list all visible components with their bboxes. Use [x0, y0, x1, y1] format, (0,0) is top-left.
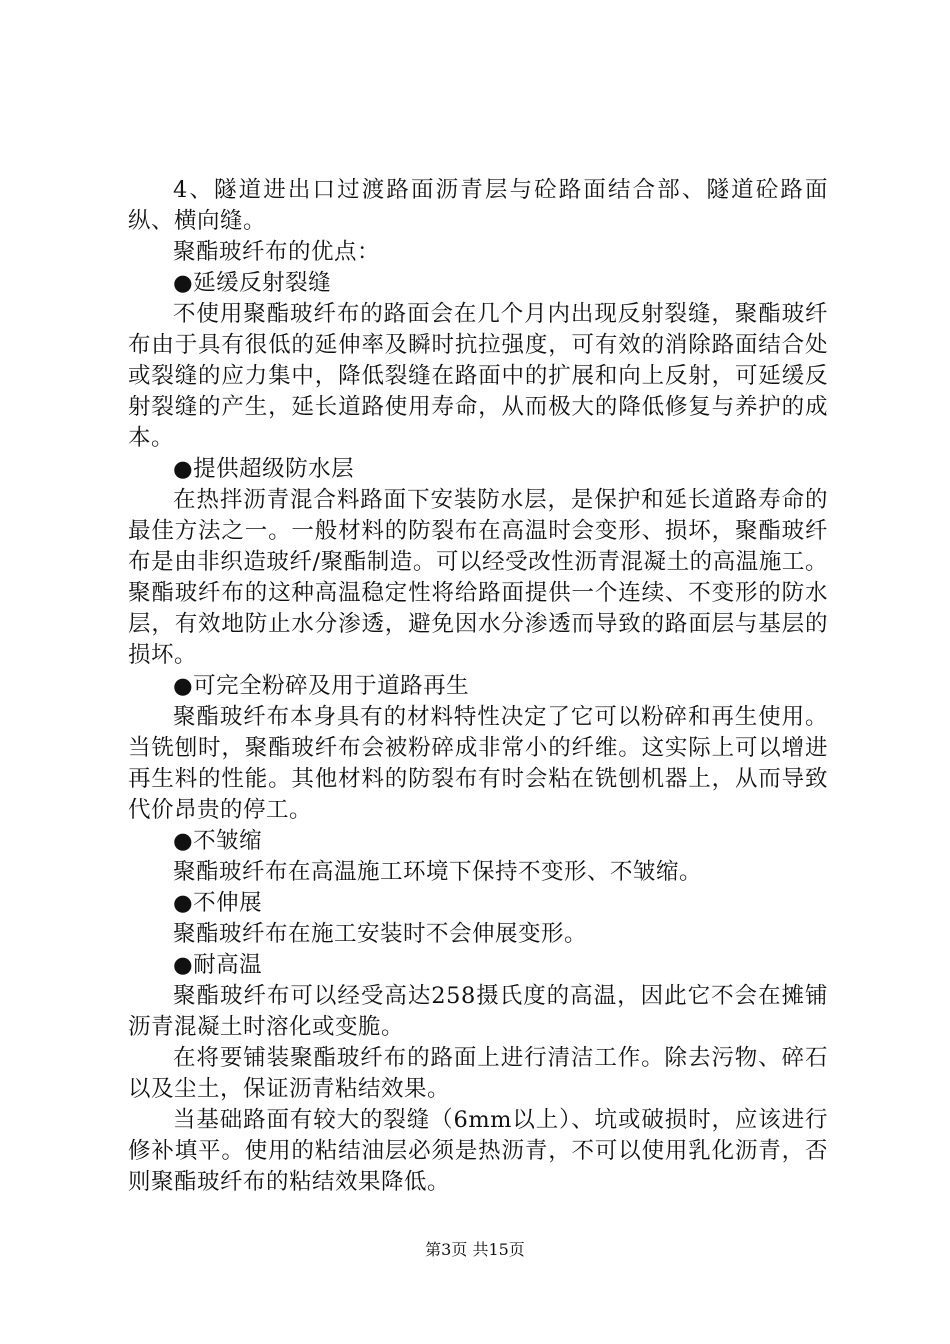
- paragraph: 聚酯玻纤布在高温施工环境下保持不变形、不皱缩。: [173, 859, 703, 885]
- page-number-footer: 第3页 共15页: [425, 1240, 525, 1259]
- bullet-heading: ●不皱缩: [173, 828, 263, 854]
- bullet-heading: ●可完全粉碎及用于道路再生: [173, 673, 470, 699]
- paragraph: 聚酯玻纤布本身具有的材料特性决定了它可以粉碎和再生使用。当铣刨时，聚酯玻纤布会被粉碎成非常小的纤维。这实际上可以增进再生料的性能。其他材料的防裂布有时会粘在铣刨机器上，从而导致代价昂贵的停工。: [128, 704, 828, 823]
- paragraph: 在热拌沥青混合料路面下安装防水层，是保护和延长道路寿命的最佳方法之一。一般材料的防裂布在高温时会变形、损坏，聚酯玻纤布是由非织造玻纤/聚酯制造。可以经受改性沥青混凝土的高温施工。聚酯玻纤布的这种高温稳定性将给路面提供一个连续、不变形的防水层，有效地防止水分渗透，避免因水分渗透而导致的路面层与基层的损坏。: [128, 487, 828, 668]
- paragraph: 聚酯玻纤布在施工安装时不会伸展变形。: [173, 921, 588, 947]
- bullet-heading: ●延缓反射裂缝: [173, 270, 332, 296]
- paragraph: 在将要铺装聚酯玻纤布的路面上进行清洁工作。除去污物、碎石以及尘土，保证沥青粘结效果。: [128, 1045, 828, 1102]
- bullet-heading: ●不伸展: [173, 890, 263, 916]
- paragraph: 4、隧道进出口过渡路面沥青层与砼路面结合部、隧道砼路面纵、横向缝。: [128, 177, 828, 234]
- paragraph: 不使用聚酯玻纤布的路面会在几个月内出现反射裂缝，聚酯玻纤布由于具有很低的延伸率及瞬时抗拉强度，可有效的消除路面结合处或裂缝的应力集中，降低裂缝在路面中的扩展和向上反射，可延缓反射裂缝的产生，延长道路使用寿命，从而极大的降低修复与养护的成本。: [128, 301, 828, 451]
- bullet-heading: ●耐高温: [173, 952, 263, 978]
- paragraph: 聚酯玻纤布可以经受高达258摄氏度的高温，因此它不会在摊铺沥青混凝土时溶化或变脆。: [128, 983, 828, 1040]
- paragraph: 聚酯玻纤布的优点：: [173, 239, 381, 265]
- paragraph: 当基础路面有较大的裂缝（6mm以上）、坑或破损时，应该进行修补填平。使用的粘结油层必须是热沥青，不可以使用乳化沥青，否则聚酯玻纤布的粘结效果降低。: [128, 1107, 828, 1195]
- bullet-heading: ●提供超级防水层: [173, 456, 355, 482]
- document-body: [128, 175, 828, 1198]
